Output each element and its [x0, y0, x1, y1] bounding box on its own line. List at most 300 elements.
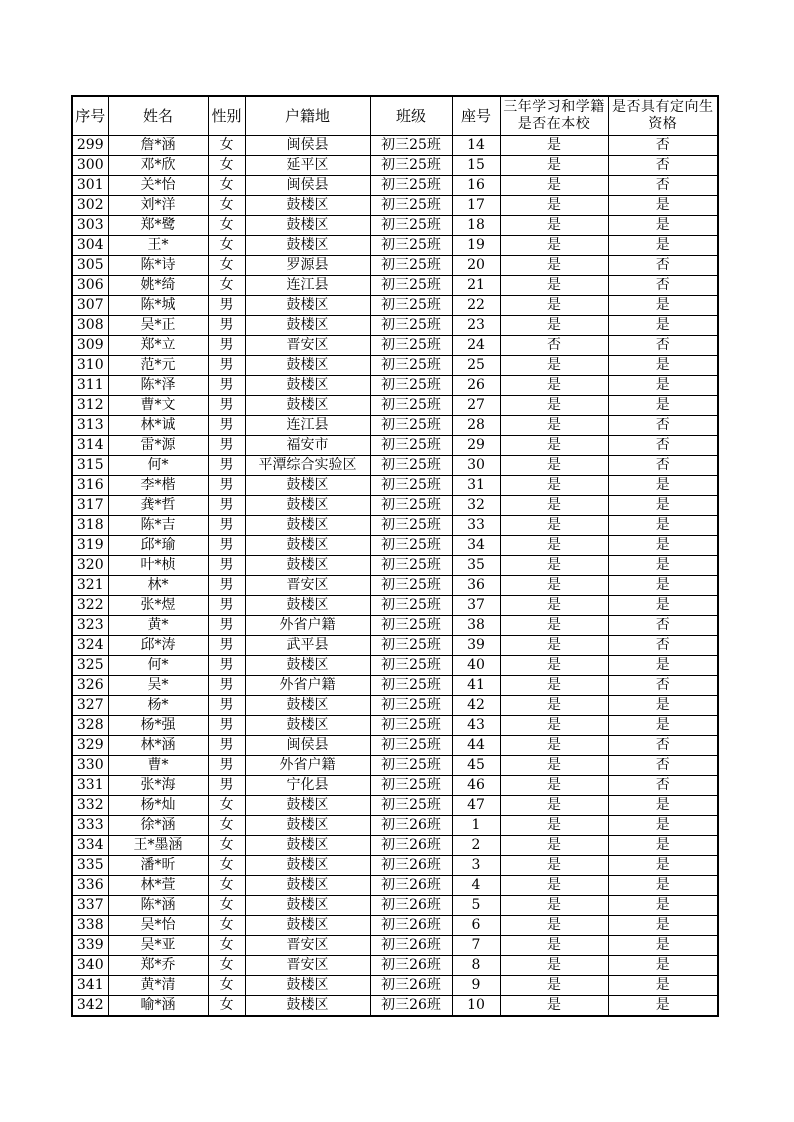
cell-name: 张*海	[108, 776, 208, 796]
cell-directed-eligibility: 是	[608, 896, 718, 916]
cell-seat: 24	[452, 336, 500, 356]
cell-gender: 男	[208, 436, 245, 456]
cell-gender: 女	[208, 216, 245, 236]
cell-seq: 325	[72, 656, 108, 676]
cell-name: 叶*桢	[108, 556, 208, 576]
cell-directed-eligibility: 否	[608, 456, 718, 476]
cell-study-status: 是	[500, 156, 608, 176]
cell-gender: 男	[208, 656, 245, 676]
cell-seq: 305	[72, 256, 108, 276]
cell-study-status: 是	[500, 376, 608, 396]
cell-gender: 男	[208, 516, 245, 536]
table-row	[72, 416, 718, 436]
cell-name: 何*	[108, 456, 208, 476]
cell-directed-eligibility: 否	[608, 256, 718, 276]
header-seat: 座号	[452, 96, 500, 136]
cell-study-status: 是	[500, 216, 608, 236]
cell-seq: 318	[72, 516, 108, 536]
cell-domicile: 武平县	[245, 636, 370, 656]
cell-gender: 男	[208, 396, 245, 416]
cell-gender: 男	[208, 616, 245, 636]
table-row	[72, 196, 718, 216]
cell-domicile: 闽侯县	[245, 736, 370, 756]
cell-class: 初三25班	[370, 496, 452, 516]
cell-study-status: 是	[500, 296, 608, 316]
cell-name: 林*萱	[108, 876, 208, 896]
cell-seq: 313	[72, 416, 108, 436]
cell-domicile: 宁化县	[245, 776, 370, 796]
cell-class: 初三26班	[370, 816, 452, 836]
cell-seq: 304	[72, 236, 108, 256]
cell-study-status: 是	[500, 436, 608, 456]
table-row	[72, 336, 718, 356]
table-row	[72, 696, 718, 716]
cell-directed-eligibility: 是	[608, 956, 718, 976]
cell-class: 初三25班	[370, 156, 452, 176]
cell-study-status: 是	[500, 656, 608, 676]
cell-domicile: 鼓楼区	[245, 816, 370, 836]
cell-seat: 15	[452, 156, 500, 176]
cell-seq: 329	[72, 736, 108, 756]
cell-class: 初三25班	[370, 636, 452, 656]
cell-name: 龚*哲	[108, 496, 208, 516]
cell-directed-eligibility: 是	[608, 656, 718, 676]
table-row	[72, 736, 718, 756]
cell-study-status: 否	[500, 336, 608, 356]
cell-gender: 女	[208, 896, 245, 916]
cell-gender: 男	[208, 756, 245, 776]
table-row	[72, 176, 718, 196]
cell-study-status: 是	[500, 816, 608, 836]
cell-seq: 306	[72, 276, 108, 296]
cell-class: 初三26班	[370, 876, 452, 896]
table-row	[72, 916, 718, 936]
cell-seat: 33	[452, 516, 500, 536]
cell-directed-eligibility: 是	[608, 936, 718, 956]
cell-seat: 45	[452, 756, 500, 776]
cell-seq: 322	[72, 596, 108, 616]
cell-name: 陈*吉	[108, 516, 208, 536]
cell-domicile: 鼓楼区	[245, 796, 370, 816]
cell-seat: 36	[452, 576, 500, 596]
cell-name: 王*	[108, 236, 208, 256]
cell-name: 林*诚	[108, 416, 208, 436]
cell-name: 吴*怡	[108, 916, 208, 936]
cell-study-status: 是	[500, 956, 608, 976]
cell-class: 初三26班	[370, 916, 452, 936]
cell-name: 雷*源	[108, 436, 208, 456]
cell-seq: 342	[72, 996, 108, 1017]
table-row	[72, 556, 718, 576]
cell-class: 初三26班	[370, 856, 452, 876]
cell-name: 徐*涵	[108, 816, 208, 836]
cell-gender: 女	[208, 996, 245, 1017]
cell-gender: 女	[208, 196, 245, 216]
cell-class: 初三25班	[370, 756, 452, 776]
cell-seq: 321	[72, 576, 108, 596]
cell-seq: 311	[72, 376, 108, 396]
cell-name: 陈*泽	[108, 376, 208, 396]
cell-domicile: 鼓楼区	[245, 856, 370, 876]
cell-class: 初三26班	[370, 976, 452, 996]
cell-gender: 男	[208, 296, 245, 316]
cell-gender: 女	[208, 936, 245, 956]
header-gender: 性别	[208, 96, 245, 136]
table-header-row	[72, 96, 718, 136]
header-name: 姓名	[108, 96, 208, 136]
table-row	[72, 316, 718, 336]
cell-seat: 1	[452, 816, 500, 836]
cell-gender: 男	[208, 536, 245, 556]
cell-directed-eligibility: 否	[608, 736, 718, 756]
cell-class: 初三25班	[370, 456, 452, 476]
cell-domicile: 鼓楼区	[245, 916, 370, 936]
cell-name: 詹*涵	[108, 136, 208, 156]
cell-directed-eligibility: 否	[608, 156, 718, 176]
cell-seat: 38	[452, 616, 500, 636]
cell-study-status: 是	[500, 836, 608, 856]
cell-domicile: 鼓楼区	[245, 996, 370, 1017]
table-row	[72, 476, 718, 496]
cell-name: 杨*	[108, 696, 208, 716]
cell-directed-eligibility: 是	[608, 996, 718, 1017]
cell-name: 林*	[108, 576, 208, 596]
cell-gender: 男	[208, 316, 245, 336]
table-row	[72, 856, 718, 876]
table-body	[72, 136, 718, 1017]
cell-domicile: 鼓楼区	[245, 296, 370, 316]
cell-seat: 3	[452, 856, 500, 876]
header-class: 班级	[370, 96, 452, 136]
cell-study-status: 是	[500, 256, 608, 276]
cell-directed-eligibility: 否	[608, 416, 718, 436]
cell-class: 初三26班	[370, 836, 452, 856]
table-row	[72, 256, 718, 276]
cell-class: 初三25班	[370, 656, 452, 676]
cell-seat: 10	[452, 996, 500, 1017]
cell-study-status: 是	[500, 596, 608, 616]
cell-gender: 男	[208, 556, 245, 576]
table-row	[72, 756, 718, 776]
cell-seat: 14	[452, 136, 500, 156]
cell-class: 初三25班	[370, 716, 452, 736]
cell-directed-eligibility: 是	[608, 576, 718, 596]
cell-name: 王*墨涵	[108, 836, 208, 856]
cell-seat: 32	[452, 496, 500, 516]
cell-study-status: 是	[500, 236, 608, 256]
cell-name: 黄*清	[108, 976, 208, 996]
cell-domicile: 鼓楼区	[245, 656, 370, 676]
cell-seat: 31	[452, 476, 500, 496]
cell-seq: 333	[72, 816, 108, 836]
cell-directed-eligibility: 是	[608, 476, 718, 496]
cell-class: 初三25班	[370, 376, 452, 396]
cell-seq: 331	[72, 776, 108, 796]
cell-name: 吴*正	[108, 316, 208, 336]
cell-domicile: 连江县	[245, 276, 370, 296]
cell-domicile: 鼓楼区	[245, 196, 370, 216]
cell-gender: 男	[208, 676, 245, 696]
cell-directed-eligibility: 否	[608, 436, 718, 456]
cell-gender: 女	[208, 816, 245, 836]
cell-gender: 女	[208, 916, 245, 936]
cell-seat: 44	[452, 736, 500, 756]
cell-class: 初三25班	[370, 316, 452, 336]
table-row	[72, 816, 718, 836]
cell-seat: 21	[452, 276, 500, 296]
cell-study-status: 是	[500, 696, 608, 716]
cell-study-status: 是	[500, 856, 608, 876]
cell-seat: 30	[452, 456, 500, 476]
cell-class: 初三25班	[370, 676, 452, 696]
table-row	[72, 616, 718, 636]
cell-study-status: 是	[500, 576, 608, 596]
cell-seq: 328	[72, 716, 108, 736]
table-row	[72, 776, 718, 796]
cell-gender: 女	[208, 796, 245, 816]
cell-seat: 25	[452, 356, 500, 376]
cell-name: 范*元	[108, 356, 208, 376]
cell-name: 郑*鹭	[108, 216, 208, 236]
cell-domicile: 晋安区	[245, 336, 370, 356]
cell-directed-eligibility: 是	[608, 216, 718, 236]
cell-domicile: 鼓楼区	[245, 516, 370, 536]
cell-directed-eligibility: 是	[608, 236, 718, 256]
cell-seq: 337	[72, 896, 108, 916]
cell-study-status: 是	[500, 636, 608, 656]
cell-domicile: 罗源县	[245, 256, 370, 276]
cell-class: 初三25班	[370, 736, 452, 756]
table-row	[72, 456, 718, 476]
cell-class: 初三25班	[370, 616, 452, 636]
cell-seq: 319	[72, 536, 108, 556]
cell-study-status: 是	[500, 776, 608, 796]
table-row	[72, 876, 718, 896]
cell-directed-eligibility: 是	[608, 196, 718, 216]
cell-directed-eligibility: 是	[608, 816, 718, 836]
cell-gender: 女	[208, 876, 245, 896]
cell-study-status: 是	[500, 936, 608, 956]
cell-name: 何*	[108, 656, 208, 676]
cell-seq: 340	[72, 956, 108, 976]
cell-domicile: 晋安区	[245, 936, 370, 956]
cell-class: 初三25班	[370, 356, 452, 376]
cell-class: 初三25班	[370, 596, 452, 616]
cell-seq: 299	[72, 136, 108, 156]
header-seq: 序号	[72, 96, 108, 136]
cell-seat: 28	[452, 416, 500, 436]
cell-seq: 317	[72, 496, 108, 516]
cell-gender: 女	[208, 156, 245, 176]
header-study-status: 三年学习和学籍是否在本校	[500, 96, 608, 136]
table-row	[72, 996, 718, 1017]
cell-seat: 8	[452, 956, 500, 976]
cell-seq: 334	[72, 836, 108, 856]
table-row	[72, 396, 718, 416]
cell-domicile: 鼓楼区	[245, 356, 370, 376]
cell-directed-eligibility: 否	[608, 336, 718, 356]
cell-seat: 23	[452, 316, 500, 336]
cell-domicile: 鼓楼区	[245, 696, 370, 716]
cell-domicile: 鼓楼区	[245, 976, 370, 996]
cell-name: 吴*	[108, 676, 208, 696]
cell-study-status: 是	[500, 676, 608, 696]
cell-domicile: 鼓楼区	[245, 556, 370, 576]
cell-name: 郑*立	[108, 336, 208, 356]
cell-seq: 323	[72, 616, 108, 636]
table-row	[72, 796, 718, 816]
cell-class: 初三25班	[370, 576, 452, 596]
cell-domicile: 鼓楼区	[245, 216, 370, 236]
cell-domicile: 鼓楼区	[245, 716, 370, 736]
cell-study-status: 是	[500, 556, 608, 576]
cell-directed-eligibility: 是	[608, 316, 718, 336]
cell-directed-eligibility: 是	[608, 396, 718, 416]
cell-seq: 314	[72, 436, 108, 456]
cell-gender: 男	[208, 696, 245, 716]
cell-class: 初三26班	[370, 956, 452, 976]
cell-seq: 307	[72, 296, 108, 316]
cell-gender: 男	[208, 596, 245, 616]
cell-class: 初三25班	[370, 256, 452, 276]
cell-seat: 37	[452, 596, 500, 616]
cell-directed-eligibility: 是	[608, 376, 718, 396]
cell-study-status: 是	[500, 976, 608, 996]
cell-class: 初三25班	[370, 776, 452, 796]
cell-class: 初三25班	[370, 536, 452, 556]
cell-class: 初三25班	[370, 276, 452, 296]
cell-domicile: 连江县	[245, 416, 370, 436]
cell-class: 初三25班	[370, 296, 452, 316]
cell-seat: 42	[452, 696, 500, 716]
cell-gender: 女	[208, 136, 245, 156]
cell-directed-eligibility: 是	[608, 596, 718, 616]
cell-study-status: 是	[500, 456, 608, 476]
cell-class: 初三26班	[370, 896, 452, 916]
cell-directed-eligibility: 是	[608, 296, 718, 316]
cell-seat: 19	[452, 236, 500, 256]
cell-gender: 女	[208, 956, 245, 976]
cell-domicile: 鼓楼区	[245, 836, 370, 856]
cell-seq: 339	[72, 936, 108, 956]
table-row	[72, 156, 718, 176]
cell-domicile: 鼓楼区	[245, 496, 370, 516]
cell-domicile: 鼓楼区	[245, 896, 370, 916]
cell-seat: 27	[452, 396, 500, 416]
cell-name: 郑*乔	[108, 956, 208, 976]
cell-seat: 7	[452, 936, 500, 956]
table-row	[72, 356, 718, 376]
cell-study-status: 是	[500, 996, 608, 1017]
cell-name: 陈*诗	[108, 256, 208, 276]
cell-directed-eligibility: 否	[608, 276, 718, 296]
cell-seat: 2	[452, 836, 500, 856]
cell-domicile: 外省户籍	[245, 676, 370, 696]
cell-directed-eligibility: 是	[608, 796, 718, 816]
cell-class: 初三25班	[370, 476, 452, 496]
cell-study-status: 是	[500, 276, 608, 296]
cell-study-status: 是	[500, 496, 608, 516]
cell-domicile: 鼓楼区	[245, 596, 370, 616]
cell-gender: 女	[208, 176, 245, 196]
cell-seq: 330	[72, 756, 108, 776]
cell-directed-eligibility: 是	[608, 916, 718, 936]
cell-name: 邱*瑜	[108, 536, 208, 556]
cell-gender: 男	[208, 456, 245, 476]
cell-seat: 46	[452, 776, 500, 796]
cell-name: 吴*亚	[108, 936, 208, 956]
table-row	[72, 136, 718, 156]
cell-study-status: 是	[500, 616, 608, 636]
cell-seq: 332	[72, 796, 108, 816]
cell-class: 初三25班	[370, 336, 452, 356]
cell-seq: 302	[72, 196, 108, 216]
cell-study-status: 是	[500, 716, 608, 736]
cell-domicile: 鼓楼区	[245, 396, 370, 416]
cell-study-status: 是	[500, 176, 608, 196]
cell-domicile: 鼓楼区	[245, 536, 370, 556]
cell-gender: 女	[208, 276, 245, 296]
cell-gender: 男	[208, 576, 245, 596]
table-row	[72, 516, 718, 536]
cell-name: 杨*强	[108, 716, 208, 736]
cell-directed-eligibility: 是	[608, 856, 718, 876]
cell-class: 初三25班	[370, 696, 452, 716]
cell-directed-eligibility: 否	[608, 676, 718, 696]
cell-directed-eligibility: 是	[608, 496, 718, 516]
cell-seat: 6	[452, 916, 500, 936]
cell-domicile: 鼓楼区	[245, 376, 370, 396]
cell-name: 张*煜	[108, 596, 208, 616]
cell-study-status: 是	[500, 356, 608, 376]
cell-seat: 29	[452, 436, 500, 456]
student-roster-table	[71, 95, 719, 1017]
cell-name: 邓*欣	[108, 156, 208, 176]
cell-class: 初三25班	[370, 396, 452, 416]
cell-domicile: 闽侯县	[245, 136, 370, 156]
cell-class: 初三26班	[370, 936, 452, 956]
table-row	[72, 496, 718, 516]
cell-name: 杨*灿	[108, 796, 208, 816]
cell-seq: 324	[72, 636, 108, 656]
cell-seat: 9	[452, 976, 500, 996]
cell-directed-eligibility: 否	[608, 616, 718, 636]
table-row	[72, 636, 718, 656]
cell-seq: 312	[72, 396, 108, 416]
cell-directed-eligibility: 是	[608, 716, 718, 736]
table-row	[72, 276, 718, 296]
cell-domicile: 外省户籍	[245, 616, 370, 636]
cell-study-status: 是	[500, 136, 608, 156]
cell-directed-eligibility: 否	[608, 176, 718, 196]
cell-name: 邱*涛	[108, 636, 208, 656]
cell-directed-eligibility: 否	[608, 136, 718, 156]
table-row	[72, 896, 718, 916]
cell-domicile: 延平区	[245, 156, 370, 176]
cell-seq: 327	[72, 696, 108, 716]
table-row	[72, 676, 718, 696]
cell-gender: 男	[208, 736, 245, 756]
cell-study-status: 是	[500, 796, 608, 816]
cell-name: 关*怡	[108, 176, 208, 196]
cell-seq: 300	[72, 156, 108, 176]
cell-name: 曹*	[108, 756, 208, 776]
cell-seat: 47	[452, 796, 500, 816]
cell-gender: 女	[208, 976, 245, 996]
cell-gender: 男	[208, 716, 245, 736]
table-row	[72, 716, 718, 736]
cell-domicile: 福安市	[245, 436, 370, 456]
